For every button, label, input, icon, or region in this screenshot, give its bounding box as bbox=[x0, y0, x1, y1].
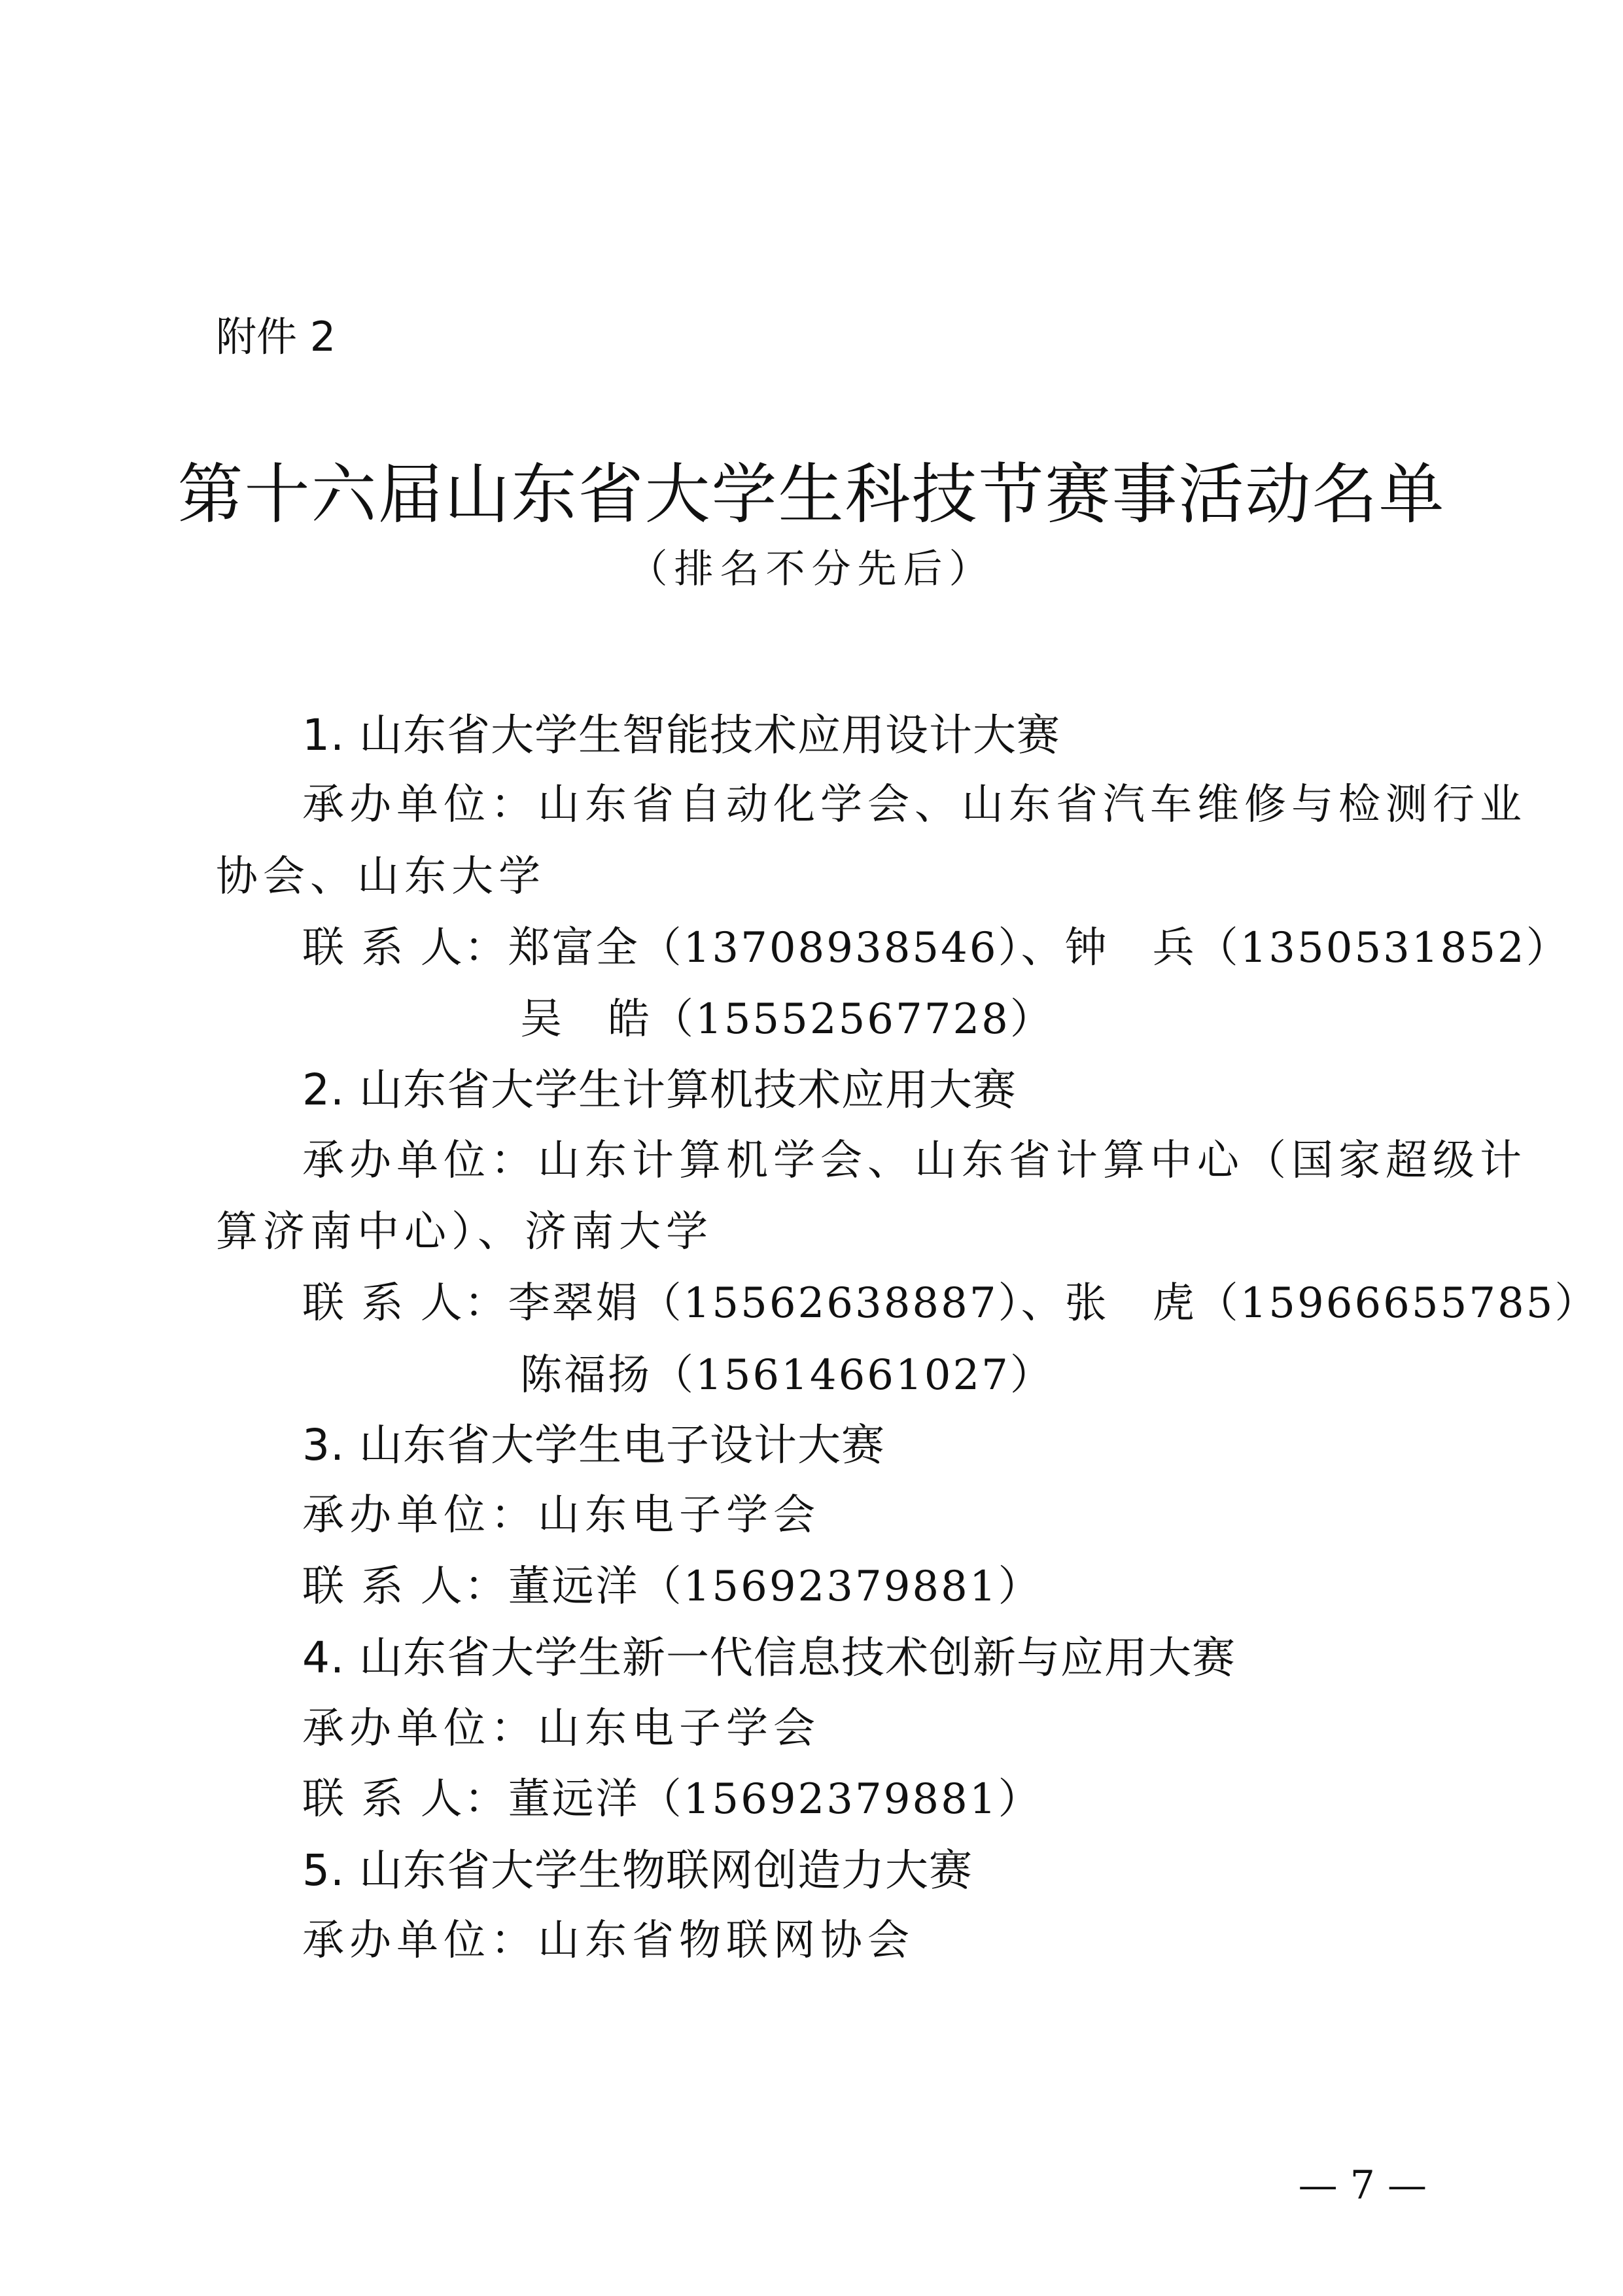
section-1-contact-line2: 吴 皓（15552567728） bbox=[520, 995, 1054, 1044]
section-5-heading: 5. 山东省大学生物联网创造力大赛 bbox=[302, 1845, 973, 1896]
section-1-heading: 1. 山东省大学生智能技术应用设计大赛 bbox=[302, 710, 1060, 760]
section-2-host-line2: 算济南中心）、济南大学 bbox=[216, 1208, 713, 1256]
section-3-heading: 3. 山东省大学生电子设计大赛 bbox=[302, 1420, 885, 1470]
section-4-host-line1: 承办单位：山东电子学会 bbox=[302, 1704, 820, 1753]
section-4-heading: 4. 山东省大学生新一代信息技术创新与应用大赛 bbox=[302, 1633, 1236, 1683]
attachment-label: 附件 2 bbox=[216, 313, 336, 361]
page-number: — 7 — bbox=[1298, 2163, 1427, 2208]
section-1-host-line1: 承办单位：山东省自动化学会、山东省汽车维修与检测行业 bbox=[302, 781, 1527, 829]
page-title: 第十六届山东省大学生科技节赛事活动名单 bbox=[177, 456, 1446, 533]
section-2-contact-line1: 联 系 人：李翠娟（15562638887）、张 虎（15966655785） bbox=[302, 1279, 1599, 1328]
section-4-contact-line1: 联 系 人：董远洋（15692379881） bbox=[302, 1775, 1042, 1824]
section-2-contact-line2: 陈福扬（15614661027） bbox=[520, 1351, 1054, 1400]
section-1-host-line2: 协会、山东大学 bbox=[216, 853, 546, 901]
section-3-contact-line1: 联 系 人：董远洋（15692379881） bbox=[302, 1563, 1042, 1611]
section-2-host-line1: 承办单位：山东计算机学会、山东省计算中心（国家超级计 bbox=[302, 1137, 1527, 1185]
section-3-host-line1: 承办单位：山东电子学会 bbox=[302, 1491, 820, 1540]
section-5-host-line1: 承办单位：山东省物联网协会 bbox=[302, 1916, 915, 1965]
page-subtitle: （排名不分先后） bbox=[628, 546, 995, 592]
section-1-contact-line1: 联 系 人：郑富全（13708938546）、钟 兵（1350531852） bbox=[302, 924, 1570, 972]
section-2-heading: 2. 山东省大学生计算机技术应用大赛 bbox=[302, 1065, 1017, 1115]
